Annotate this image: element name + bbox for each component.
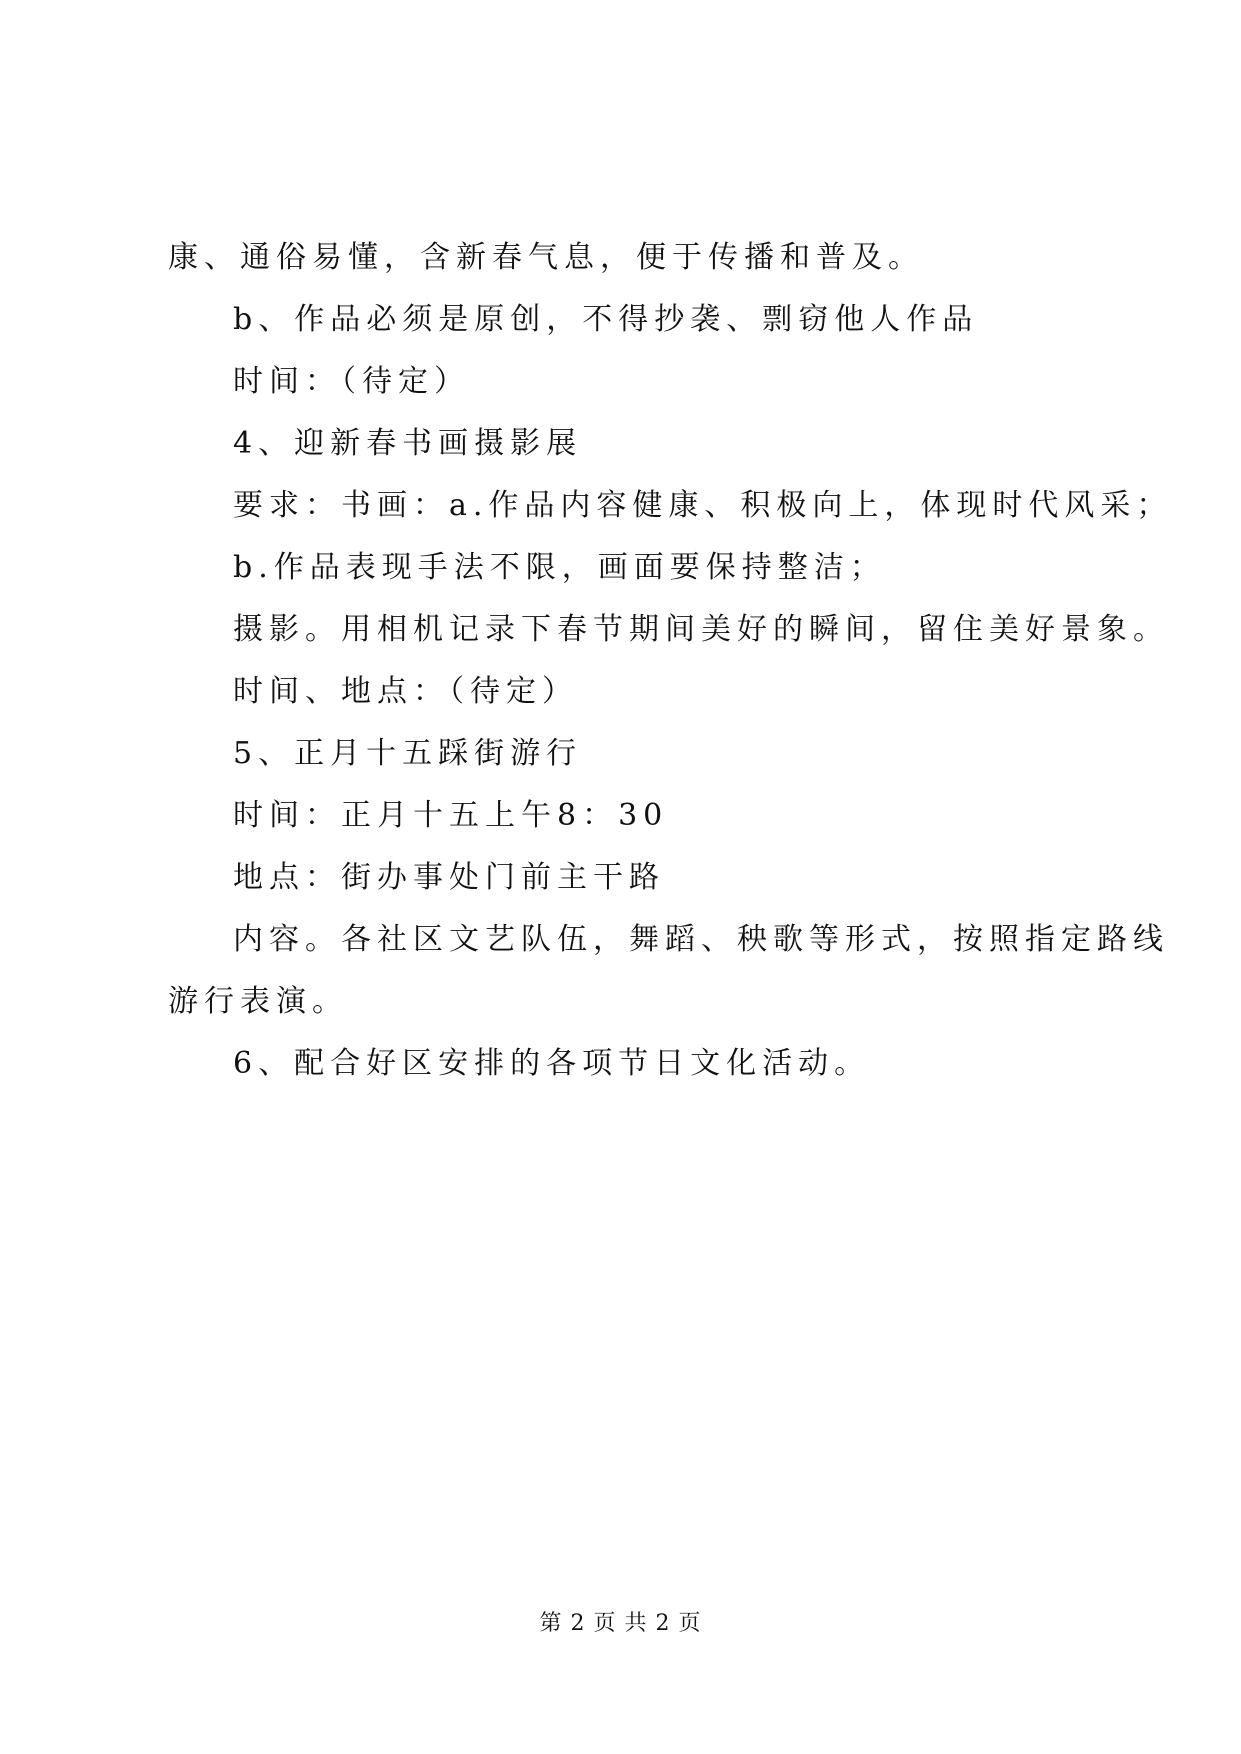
paragraph-line: b、作品必须是原创，不得抄袭、剽窃他人作品	[233, 302, 979, 337]
section-heading: 6、配合好区安排的各项节日文化活动。	[233, 1046, 871, 1081]
section-heading: 4、迎新春书画摄影展	[233, 426, 583, 461]
paragraph-line: 游行表演。	[168, 984, 348, 1019]
section-heading: 5、正月十五踩街游行	[233, 736, 583, 771]
paragraph-line: 摄影。用相机记录下春节期间美好的瞬间，留住美好景象。	[233, 612, 1169, 647]
paragraph-line: 地点：街办事处门前主干路	[233, 860, 665, 895]
paragraph-line: 内容。各社区文艺队伍，舞蹈、秧歌等形式，按照指定路线	[233, 922, 1169, 957]
paragraph-line: b.作品表现手法不限，画面要保持整洁；	[233, 550, 886, 585]
paragraph-line: 要求：书画：a.作品内容健康、积极向上，体现时代风采；	[233, 488, 1173, 523]
page-number-footer: 第 2 页 共 2 页	[539, 1611, 702, 1636]
paragraph-line: 康、通俗易懂，含新春气息，便于传播和普及。	[168, 240, 924, 275]
paragraph-line: 时间：（待定）	[233, 364, 470, 399]
paragraph-line: 时间：正月十五上午8：30	[233, 798, 669, 833]
paragraph-line: 时间、地点：（待定）	[233, 674, 578, 709]
